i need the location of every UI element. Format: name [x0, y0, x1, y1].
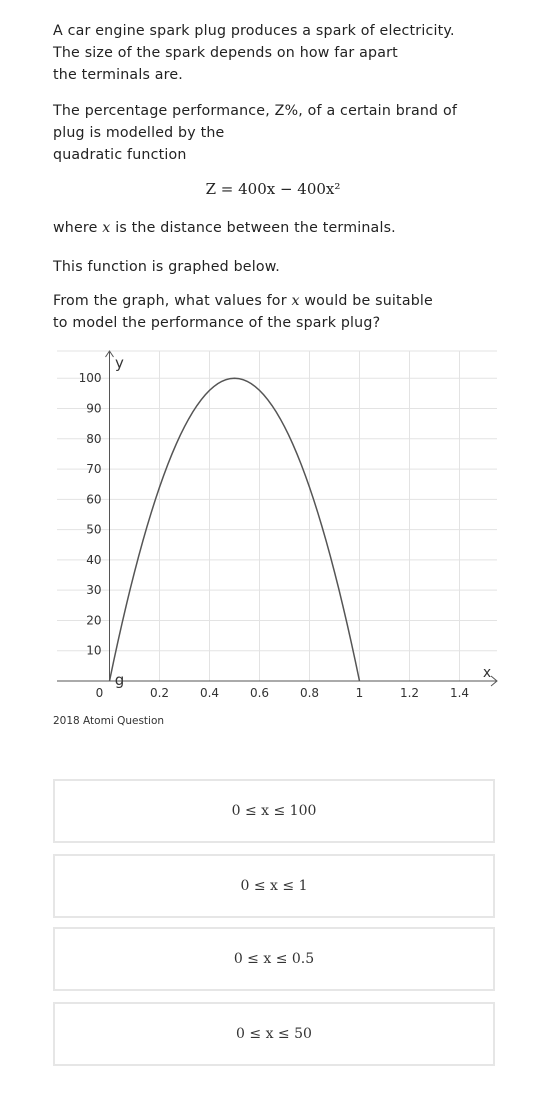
formula: Z = 400x − 400x² [205, 180, 341, 198]
answer-option-1[interactable] [53, 779, 495, 843]
performance-graph [50, 343, 500, 708]
y-tick-label: 100 [78, 371, 102, 386]
answer-option-3-label: 0 ≤ x ≤ 0.5 [233, 951, 315, 967]
y-axis-label: y [115, 354, 124, 372]
question-where [53, 217, 396, 239]
question-graphed: This function is graphed below. [53, 259, 280, 275]
x-tick-label: 0.8 [299, 686, 320, 700]
answer-option-4[interactable] [53, 1002, 495, 1066]
question-intro: A car engine spark plug produces a spark of electricity. The size of the spark depends on how far apart the terminals are. [53, 23, 455, 83]
x-tick-label: 1 [355, 686, 364, 700]
question-credit: 2018 Atomi Question [53, 715, 165, 727]
where-variable: x [102, 220, 111, 236]
ask-variable: x [291, 293, 300, 309]
answer-option-1-label: 0 ≤ x ≤ 100 [231, 803, 317, 819]
answer-option-3[interactable] [53, 927, 495, 991]
y-tick-label: 80 [86, 431, 102, 446]
y-tick-label: 20 [86, 613, 102, 628]
x-tick-label: 1.2 [399, 686, 420, 700]
y-tick-label: 60 [86, 492, 102, 507]
x-axis-label: x [482, 665, 492, 681]
x-tick-label: 0.4 [199, 686, 220, 700]
x-tick-label: 0.6 [249, 686, 270, 700]
answer-option-2[interactable] [53, 854, 495, 918]
answer-option-2-label: 0 ≤ x ≤ 1 [240, 878, 308, 894]
x-tick-label: 0.2 [149, 686, 170, 700]
answer-option-4-label: 0 ≤ x ≤ 50 [236, 1026, 312, 1042]
origin-label: g [114, 671, 125, 689]
where-post: is the distance between the terminals. [110, 220, 396, 236]
y-tick-label: 90 [86, 401, 102, 416]
ask-pre: From the graph, what values for [53, 293, 292, 309]
x-tick-label: 1.4 [449, 686, 470, 700]
where-pre: where [53, 220, 103, 236]
y-tick-label: 50 [86, 522, 102, 537]
y-tick-label: 10 [86, 643, 102, 658]
y-tick-label: 70 [86, 462, 102, 477]
ask-post: would be suitable to model the performance of the spark plug? [53, 293, 433, 331]
y-tick-label: 30 [86, 583, 102, 598]
x-tick-label: 0 [95, 686, 104, 700]
y-tick-label: 40 [86, 552, 102, 567]
question-model: The percentage performance, Z%, of a certain brand of plug is modelled by the quadratic function [53, 103, 458, 163]
question-ask [53, 290, 433, 334]
